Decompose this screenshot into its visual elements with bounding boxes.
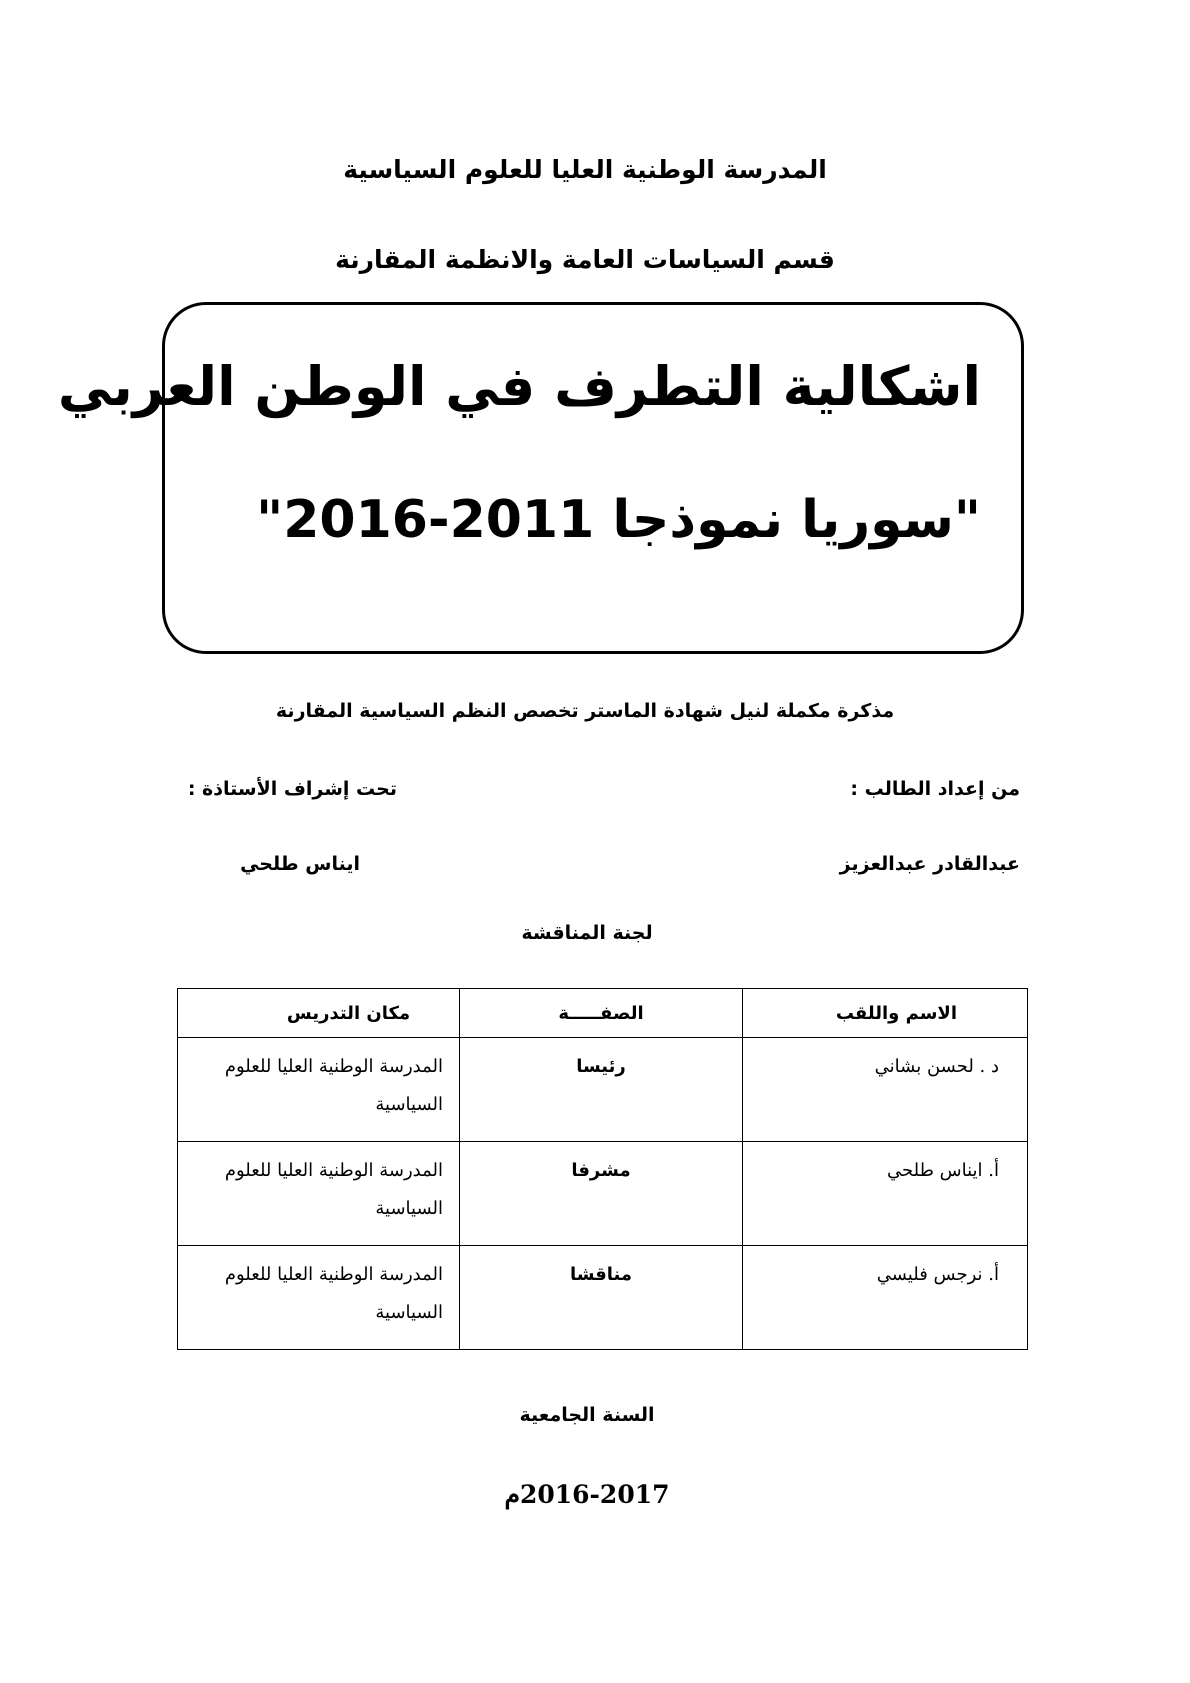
member-role: مشرفا — [460, 1142, 743, 1246]
committee-title: لجنة المناقشة — [521, 922, 653, 944]
supervisor-name: ايناس طلحي — [240, 853, 360, 875]
member-place: المدرسة الوطنية العليا للعلوم السياسية — [178, 1246, 460, 1350]
department-name: قسم السياسات العامة والانظمة المقارنة — [335, 245, 835, 274]
member-role: رئيسا — [460, 1038, 743, 1142]
member-place: المدرسة الوطنية العليا للعلوم السياسية — [178, 1142, 460, 1246]
academic-year-value: 2016-2017م — [504, 1480, 670, 1509]
student-label: من إعداد الطالب : — [850, 778, 1020, 800]
header-role: الصفـــــة — [460, 989, 743, 1038]
table-row — [178, 1038, 1028, 1142]
member-role: مناقشا — [460, 1246, 743, 1350]
member-place: المدرسة الوطنية العليا للعلوم السياسية — [178, 1038, 460, 1142]
header-place: مكان التدريس — [178, 989, 460, 1038]
student-name: عبدالقادر عبدالعزيز — [839, 853, 1020, 875]
member-name: أ. نرجس فليسي — [743, 1246, 1028, 1350]
memo-description: مذكرة مكملة لنيل شهادة الماستر تخصص النظم السياسية المقارنة — [275, 700, 895, 722]
supervisor-label: تحت إشراف الأستاذة : — [187, 778, 397, 800]
title-box — [57, 302, 1024, 654]
committee-table — [177, 988, 1028, 1350]
academic-year-label: السنة الجامعية — [519, 1404, 655, 1426]
header-name: الاسم واللقب — [743, 989, 1028, 1038]
member-name: د . لحسن بشاني — [743, 1038, 1028, 1142]
table-row — [178, 1142, 1028, 1246]
member-name: أ. ايناس طلحي — [743, 1142, 1028, 1246]
table-row — [178, 1246, 1028, 1350]
thesis-subtitle: "سوريا نموذجا 2011-2016" — [256, 490, 981, 550]
school-name: المدرسة الوطنية العليا للعلوم السياسية — [343, 155, 827, 184]
thesis-title: اشكالية التطرف في الوطن العربي — [57, 355, 981, 418]
table-header-row — [178, 989, 1028, 1038]
